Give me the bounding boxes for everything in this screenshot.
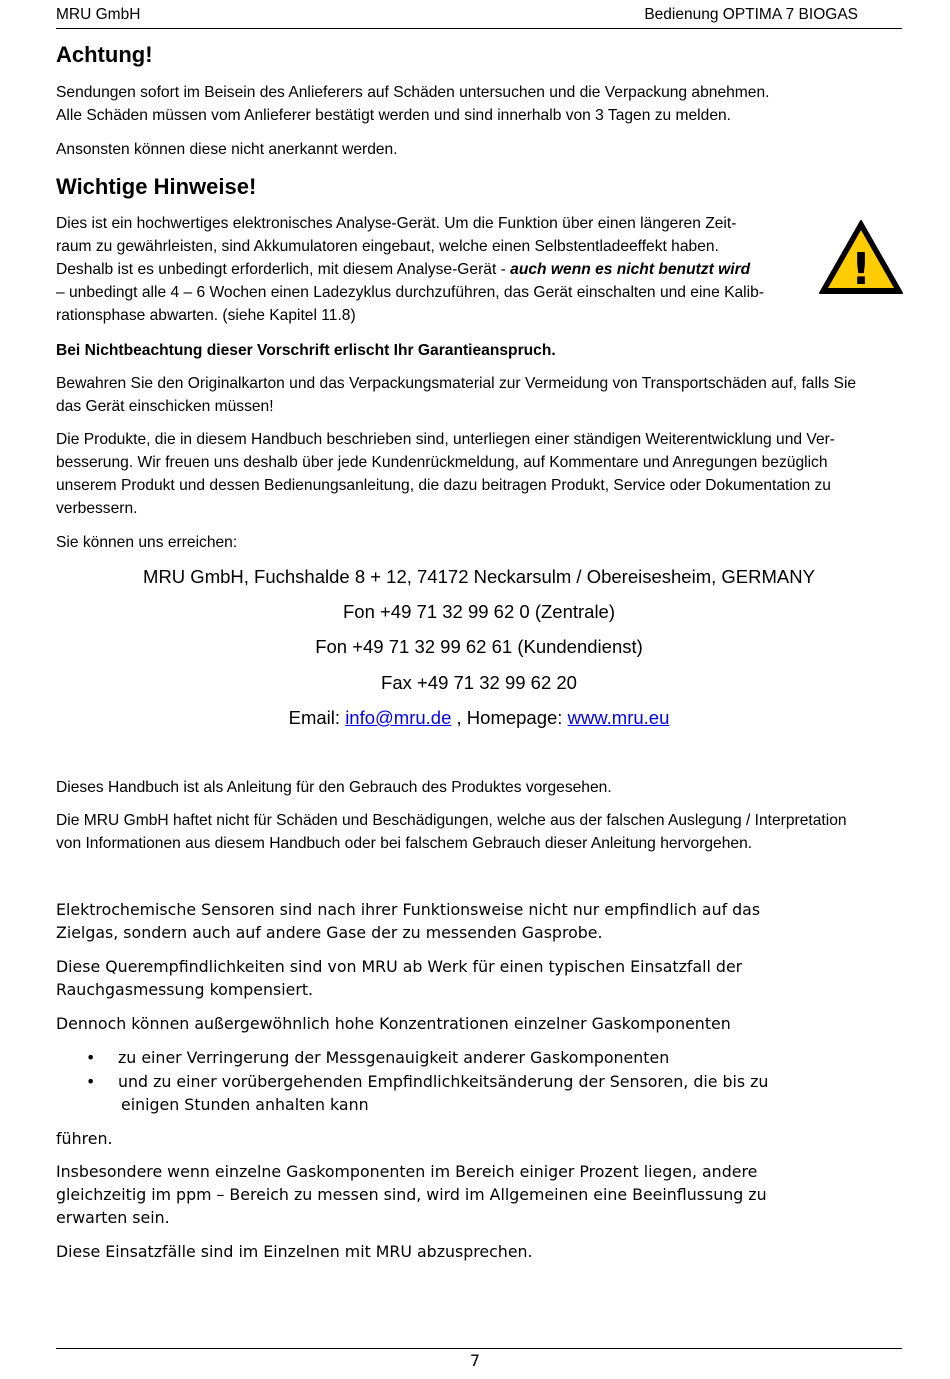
contact-phone-central: Fon +49 71 32 99 62 0 (Zentrale) (342, 601, 616, 622)
paragraph-reach-us: Sie können uns erreichen: (56, 534, 238, 551)
bullet-icon: • (86, 1048, 96, 1067)
paragraph-liability (56, 809, 902, 855)
paragraph-fuehren: führen. (56, 1129, 113, 1148)
text-line: – unbedingt alle 4 – 6 Wochen einen Ladezyklus durchzuführen, das Gerät einschalten und eine Kalib- (56, 284, 764, 301)
list-item (86, 1046, 886, 1069)
text-line: Alle Schäden müssen vom Anlieferer bestätigt werden und sind innerhalb von 3 Tagen zu melden. (56, 107, 731, 124)
paragraph-battery-notice (56, 212, 806, 327)
text-line: raum zu gewährleisten, sind Akkumulatoren eingebaut, welche einen Selbstentladeeffekt haben. (56, 238, 719, 255)
text-line: erwarten sein. (56, 1208, 170, 1227)
contact-phone-service: Fon +49 71 32 99 62 61 (Kundendienst) (315, 636, 643, 657)
text-line: unserem Produkt und dessen Bedienungsanleitung, die dazu beitragen Produkt, Service oder Dokumentation zu (56, 477, 831, 494)
page-header (56, 6, 902, 29)
page-number: 7 (469, 1351, 481, 1370)
contact-fax: Fax +49 71 32 99 62 20 (381, 672, 577, 693)
paragraph-products (56, 428, 902, 520)
paragraph-cross-sensitivity (56, 955, 902, 1001)
email-label: Email: (288, 707, 346, 728)
list-item (86, 1070, 886, 1116)
text-line: Zielgas, sondern auch auf andere Gase der zu messenden Gasprobe. (56, 923, 603, 942)
paragraph-delivery (56, 81, 902, 127)
heading-achtung: Achtung! (56, 42, 153, 67)
paragraph-packaging (56, 372, 902, 418)
header-company: MRU GmbH (56, 6, 141, 23)
homepage-label: , Homepage: (451, 707, 568, 728)
warning-triangle-icon (818, 218, 904, 296)
list-item-text (118, 1070, 878, 1116)
text-line: Elektrochemische Sensoren sind nach ihrer Funktionsweise nicht nur empfindlich auf das (56, 900, 761, 919)
text-line: verbessern. (56, 500, 138, 517)
text-line: Dies ist ein hochwertiges elektronisches Analyse-Gerät. Um die Funktion über einen längeren Zeit- (56, 215, 737, 232)
bullet-icon: • (86, 1072, 96, 1091)
text-line: Die MRU GmbH haftet nicht für Schäden und Beschädigungen, welche aus der falschen Auslegung / Interpretation (56, 812, 847, 829)
contact-address: MRU GmbH, Fuchshalde 8 + 12, 74172 Neckarsulm / Obereisesheim, GERMANY (143, 566, 815, 587)
footer-rule (56, 1348, 902, 1349)
text-line: Diese Querempfindlichkeiten sind von MRU ab Werk für einen typischen Einsatzfall der (56, 957, 743, 976)
text-line: einigen Stunden anhalten kann (121, 1095, 369, 1114)
paragraph-percent-ppm (56, 1160, 902, 1229)
paragraph-concentrations: Dennoch können außergewöhnlich hohe Konzentrationen einzelner Gaskomponenten (56, 1014, 731, 1033)
warning-glyph: ! (850, 244, 872, 295)
paragraph-not-accepted: Ansonsten können diese nicht anerkannt werden. (56, 141, 398, 158)
heading-wichtige-hinweise: Wichtige Hinweise! (56, 174, 257, 199)
contact-links (56, 706, 902, 730)
text-line: besserung. Wir freuen uns deshalb über jede Kundenrückmeldung, auf Kommentare und Anregungen bezüglich (56, 454, 828, 471)
paragraph-manual-purpose: Dieses Handbuch ist als Anleitung für den Gebrauch des Produktes vorgesehen. (56, 779, 612, 796)
email-link[interactable]: info@mru.de (345, 707, 452, 728)
text-line: Sendungen sofort im Beisein des Anlieferers auf Schäden untersuchen und die Verpackung abnehmen. (56, 84, 770, 101)
list-item-text: zu einer Verringerung der Messgenauigkeit anderer Gaskomponenten (118, 1048, 670, 1067)
text-line: Bewahren Sie den Originalkarton und das Verpackungsmaterial zur Vermeidung von Transportschäden auf, falls Sie (56, 375, 857, 392)
text-line (56, 258, 806, 281)
text-line: Insbesondere wenn einzelne Gaskomponenten im Bereich einiger Prozent liegen, andere (56, 1162, 758, 1181)
text-line: und zu einer vorübergehenden Empfindlichkeitsänderung der Sensoren, die bis zu (118, 1072, 769, 1091)
text-line: Rauchgasmessung kompensiert. (56, 980, 314, 999)
text-line: rationsphase abwarten. (siehe Kapitel 11.8) (56, 307, 356, 324)
text-line: gleichzeitig im ppm – Bereich zu messen sind, wird im Allgemeinen eine Beeinflussung zu (56, 1185, 767, 1204)
homepage-link[interactable]: www.mru.eu (567, 707, 670, 728)
text-line: Die Produkte, die in diesem Handbuch beschrieben sind, unterliegen einer ständigen Weiterentwicklung und Ver- (56, 431, 836, 448)
warranty-notice: Bei Nichtbeachtung dieser Vorschrift erlischt Ihr Garantieanspruch. (56, 342, 556, 359)
paragraph-sensors (56, 898, 902, 944)
text-line: von Informationen aus diesem Handbuch oder bei falschem Gebrauch dieser Anleitung hervorgehen. (56, 835, 753, 852)
emphasis-text: auch wenn es nicht benutzt wird (510, 261, 751, 278)
text-line: das Gerät einschicken müssen! (56, 398, 274, 415)
text-span: Deshalb ist es unbedingt erforderlich, mit diesem Analyse-Gerät - (56, 261, 511, 278)
paragraph-consult-mru: Diese Einsatzfälle sind im Einzelnen mit MRU abzusprechen. (56, 1242, 533, 1261)
header-manual-title: Bedienung OPTIMA 7 BIOGAS (644, 6, 858, 23)
